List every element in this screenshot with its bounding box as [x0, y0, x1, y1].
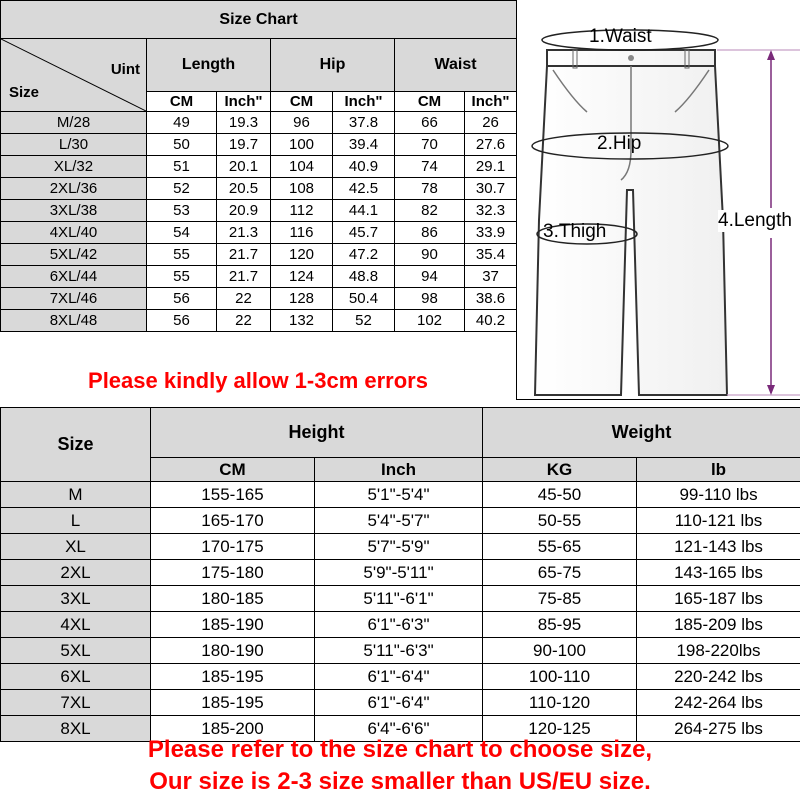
- value-cell: 19.3: [217, 112, 271, 134]
- value-cell: 37.8: [333, 112, 395, 134]
- value-cell: 110-120: [483, 690, 637, 716]
- size-cell: 5XL: [1, 638, 151, 664]
- value-cell: 21.7: [217, 266, 271, 288]
- value-cell: 100: [271, 134, 333, 156]
- value-cell: 143-165 lbs: [637, 560, 800, 586]
- corner-unit-label: Uint: [110, 61, 140, 78]
- value-cell: 48.8: [333, 266, 395, 288]
- value-cell: 53: [147, 200, 217, 222]
- height-weight-row: [1, 482, 800, 508]
- value-cell: 180-185: [151, 586, 315, 612]
- size-cell: XL: [1, 534, 151, 560]
- height-header: Height: [151, 408, 483, 458]
- size-cell: 2XL/36: [1, 178, 147, 200]
- value-cell: 6'1"-6'4": [315, 664, 483, 690]
- value-cell: 5'7"-5'9": [315, 534, 483, 560]
- size-cell: 8XL/48: [1, 310, 147, 332]
- hip-label: 2.Hip: [597, 133, 642, 154]
- value-cell: 112: [271, 200, 333, 222]
- value-cell: 124: [271, 266, 333, 288]
- weight-header: Weight: [483, 408, 800, 458]
- size-chart-row: [1, 178, 517, 200]
- value-cell: 66: [395, 112, 465, 134]
- value-cell: 120-125: [483, 716, 637, 742]
- value-cell: 50.4: [333, 288, 395, 310]
- size-cell: 4XL: [1, 612, 151, 638]
- value-cell: 175-180: [151, 560, 315, 586]
- size-chart-row: [1, 134, 517, 156]
- value-cell: 50: [147, 134, 217, 156]
- pants-measurement-diagram: [516, 0, 800, 400]
- value-cell: 5'11"-6'1": [315, 586, 483, 612]
- size-chart-row: [1, 222, 517, 244]
- value-cell: 198-220lbs: [637, 638, 800, 664]
- height-weight-body: [1, 482, 800, 742]
- corner-size-label: Size: [9, 84, 40, 101]
- value-cell: 70: [395, 134, 465, 156]
- value-cell: 65-75: [483, 560, 637, 586]
- value-cell: 30.7: [465, 178, 517, 200]
- value-cell: 185-190: [151, 612, 315, 638]
- value-cell: 21.7: [217, 244, 271, 266]
- value-cell: 128: [271, 288, 333, 310]
- unit-header: KG: [483, 458, 637, 482]
- value-cell: 35.4: [465, 244, 517, 266]
- value-cell: 5'11"-6'3": [315, 638, 483, 664]
- height-weight-row: [1, 612, 800, 638]
- value-cell: 20.9: [217, 200, 271, 222]
- value-cell: 74: [395, 156, 465, 178]
- unit-header: CM: [151, 458, 315, 482]
- value-cell: 22: [217, 288, 271, 310]
- size-advice-line-2: Our size is 2-3 size smaller than US/EU size.: [149, 768, 651, 795]
- size-cell: M: [1, 482, 151, 508]
- unit-header: CM: [395, 92, 465, 112]
- size-cell: 3XL/38: [1, 200, 147, 222]
- value-cell: 50-55: [483, 508, 637, 534]
- value-cell: 121-143 lbs: [637, 534, 800, 560]
- unit-header: Inch: [315, 458, 483, 482]
- value-cell: 21.3: [217, 222, 271, 244]
- size-chart-row: [1, 156, 517, 178]
- value-cell: 27.6: [465, 134, 517, 156]
- value-cell: 45-50: [483, 482, 637, 508]
- size-chart-row: [1, 112, 517, 134]
- size-chart-row: [1, 244, 517, 266]
- thigh-label: 3.Thigh: [543, 221, 607, 242]
- value-cell: 78: [395, 178, 465, 200]
- size-cell: L: [1, 508, 151, 534]
- value-cell: 120: [271, 244, 333, 266]
- value-cell: 185-195: [151, 664, 315, 690]
- value-cell: 185-195: [151, 690, 315, 716]
- error-allowance-note: Please kindly allow 1-3cm errors: [88, 368, 428, 393]
- size-cell: 2XL: [1, 560, 151, 586]
- value-cell: 39.4: [333, 134, 395, 156]
- size-cell: 8XL: [1, 716, 151, 742]
- value-cell: 32.3: [465, 200, 517, 222]
- size-cell: XL/32: [1, 156, 147, 178]
- unit-header: Inch": [333, 92, 395, 112]
- size-chart-row: [1, 200, 517, 222]
- size-cell: L/30: [1, 134, 147, 156]
- value-cell: 49: [147, 112, 217, 134]
- size-cell: 3XL: [1, 586, 151, 612]
- height-weight-table: [0, 407, 800, 742]
- size-cell: 7XL: [1, 690, 151, 716]
- value-cell: 5'4"-5'7": [315, 508, 483, 534]
- size-column-header: Size: [1, 408, 151, 482]
- size-cell: 5XL/42: [1, 244, 147, 266]
- length-label: 4.Length: [718, 210, 792, 231]
- value-cell: 108: [271, 178, 333, 200]
- value-cell: 19.7: [217, 134, 271, 156]
- value-cell: 220-242 lbs: [637, 664, 800, 690]
- waist-label: 1.Waist: [589, 26, 652, 47]
- waist-header: Waist: [395, 39, 517, 92]
- value-cell: 37: [465, 266, 517, 288]
- value-cell: 40.2: [465, 310, 517, 332]
- value-cell: 20.5: [217, 178, 271, 200]
- value-cell: 75-85: [483, 586, 637, 612]
- value-cell: 90-100: [483, 638, 637, 664]
- size-chart-row: [1, 266, 517, 288]
- height-weight-row: [1, 664, 800, 690]
- height-weight-row: [1, 690, 800, 716]
- value-cell: 45.7: [333, 222, 395, 244]
- unit-header: CM: [147, 92, 217, 112]
- value-cell: 165-187 lbs: [637, 586, 800, 612]
- size-chart-body: [1, 112, 517, 332]
- size-chart-row: [1, 310, 517, 332]
- size-cell: 4XL/40: [1, 222, 147, 244]
- value-cell: 102: [395, 310, 465, 332]
- value-cell: 55: [147, 266, 217, 288]
- value-cell: 40.9: [333, 156, 395, 178]
- size-cell: M/28: [1, 112, 147, 134]
- value-cell: 185-200: [151, 716, 315, 742]
- value-cell: 22: [217, 310, 271, 332]
- value-cell: 82: [395, 200, 465, 222]
- value-cell: 52: [333, 310, 395, 332]
- value-cell: 6'1"-6'4": [315, 690, 483, 716]
- value-cell: 94: [395, 266, 465, 288]
- value-cell: 242-264 lbs: [637, 690, 800, 716]
- value-cell: 110-121 lbs: [637, 508, 800, 534]
- value-cell: 132: [271, 310, 333, 332]
- value-cell: 5'1"-5'4": [315, 482, 483, 508]
- value-cell: 104: [271, 156, 333, 178]
- size-unit-corner: [1, 39, 147, 112]
- value-cell: 96: [271, 112, 333, 134]
- value-cell: 6'4"-6'6": [315, 716, 483, 742]
- value-cell: 56: [147, 288, 217, 310]
- length-header: Length: [147, 39, 271, 92]
- value-cell: 98: [395, 288, 465, 310]
- size-advice-note: [0, 734, 800, 798]
- value-cell: 5'9"-5'11": [315, 560, 483, 586]
- value-cell: 55: [147, 244, 217, 266]
- value-cell: 90: [395, 244, 465, 266]
- unit-header: lb: [637, 458, 800, 482]
- value-cell: 51: [147, 156, 217, 178]
- value-cell: 155-165: [151, 482, 315, 508]
- size-advice-line-1: Please refer to the size chart to choose size,: [147, 736, 653, 763]
- value-cell: 6'1"-6'3": [315, 612, 483, 638]
- height-weight-row: [1, 534, 800, 560]
- value-cell: 85-95: [483, 612, 637, 638]
- value-cell: 33.9: [465, 222, 517, 244]
- value-cell: 54: [147, 222, 217, 244]
- value-cell: 170-175: [151, 534, 315, 560]
- unit-header: Inch": [217, 92, 271, 112]
- value-cell: 264-275 lbs: [637, 716, 800, 742]
- size-cell: 7XL/46: [1, 288, 147, 310]
- value-cell: 100-110: [483, 664, 637, 690]
- height-weight-row: [1, 560, 800, 586]
- size-cell: 6XL/44: [1, 266, 147, 288]
- value-cell: 47.2: [333, 244, 395, 266]
- size-chart-title: Size Chart: [1, 1, 517, 39]
- height-weight-row: [1, 508, 800, 534]
- value-cell: 44.1: [333, 200, 395, 222]
- value-cell: 42.5: [333, 178, 395, 200]
- size-cell: 6XL: [1, 664, 151, 690]
- value-cell: 26: [465, 112, 517, 134]
- unit-header: Inch": [465, 92, 517, 112]
- value-cell: 165-170: [151, 508, 315, 534]
- value-cell: 185-209 lbs: [637, 612, 800, 638]
- hip-header: Hip: [271, 39, 395, 92]
- unit-header: CM: [271, 92, 333, 112]
- size-chart-row: [1, 288, 517, 310]
- value-cell: 116: [271, 222, 333, 244]
- value-cell: 29.1: [465, 156, 517, 178]
- value-cell: 20.1: [217, 156, 271, 178]
- value-cell: 99-110 lbs: [637, 482, 800, 508]
- value-cell: 38.6: [465, 288, 517, 310]
- value-cell: 86: [395, 222, 465, 244]
- size-chart-table: [0, 0, 517, 332]
- value-cell: 56: [147, 310, 217, 332]
- value-cell: 52: [147, 178, 217, 200]
- height-weight-row: [1, 638, 800, 664]
- value-cell: 55-65: [483, 534, 637, 560]
- pants-illustration: [517, 0, 800, 400]
- height-weight-row: [1, 586, 800, 612]
- value-cell: 180-190: [151, 638, 315, 664]
